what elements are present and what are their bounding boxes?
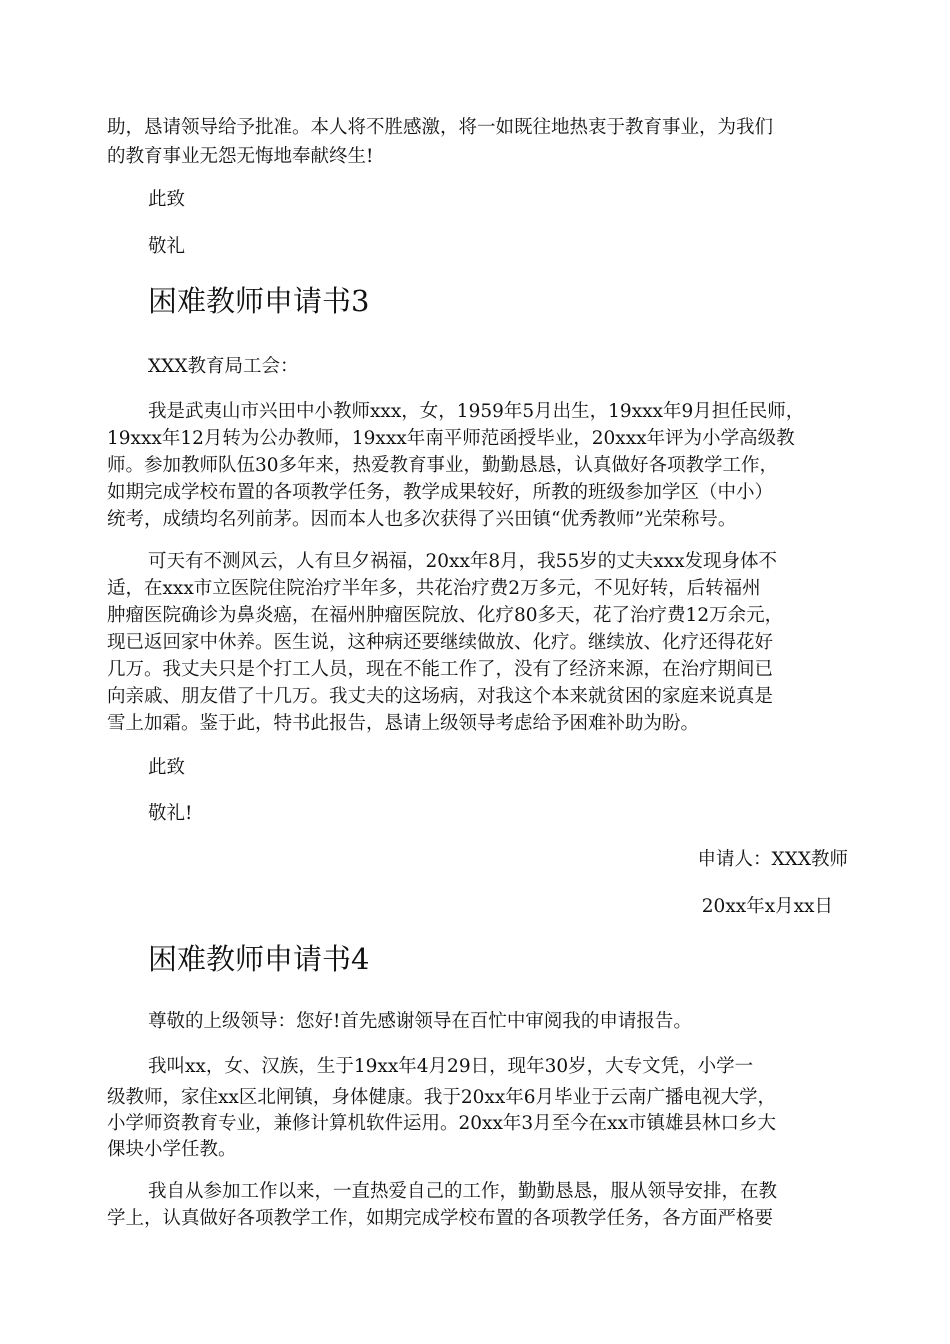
section-4-para1-line: 小学师资教育专业，兼修计算机软件运用。20xx年3月至今在xx市镇雄县林口乡大	[107, 1113, 777, 1134]
section-3-para2-line: 向亲戚、朋友借了十几万。我丈夫的这场病，对我这个本来就贫困的家庭来说真是	[107, 686, 774, 707]
section-3-para1-line: 如期完成学校布置的各项教学任务，教学成果较好，所教的班级参加学区（中小）	[107, 482, 774, 503]
section-3-para2-line: 几万。我丈夫只是个打工人员，现在不能工作了，没有了经济来源，在治疗期间已	[107, 659, 774, 680]
section-3-para1-line: 统考，成绩均名列前茅。因而本人也多次获得了兴田镇“优秀教师”光荣称号。	[107, 509, 737, 530]
section-3-title: 困难教师申请书3	[148, 284, 370, 318]
section-3-date: 20xx年x月xx日	[701, 896, 833, 917]
section-3-applicant: 申请人：XXX教师	[697, 849, 848, 870]
section-3-para2-line: 肿瘤医院确诊为鼻炎癌，在福州肿瘤医院放、化疗80多天，花了治疗费12万余元，	[107, 605, 784, 626]
section-4-para2-line: 我自从参加工作以来，一直热爱自己的工作，勤勤恳恳，服从领导安排，在教	[148, 1181, 778, 1202]
section-4-para1-line: 级教师，家住xx区北闸镇，身体健康。我于20xx年6月毕业于云南广播电视大学，	[107, 1087, 777, 1108]
section-4-para1-line: 我叫xx，女、汉族，生于19xx年4月29日，现年30岁，大专文凭，小学一	[148, 1056, 754, 1077]
section-3-para1-line: 19xxx年12月转为公办教师，19xxx年南平师范函授毕业，20xxx年评为小学高级教	[107, 428, 795, 449]
section-3-para2-line: 适，在xxx市立医院住院治疗半年多，共花治疗费2万多元，不见好转，后转福州	[107, 578, 761, 599]
paragraph-line: 助，恳请领导给予批准。本人将不胜感激，将一如既往地热衷于教育事业，为我们	[107, 117, 774, 138]
section-4-para1-line: 倮块小学任教。	[107, 1139, 237, 1160]
section-3-para1-line: 师。参加教师队伍30多年来，热爱教育事业，勤勤恳恳，认真做好各项教学工作，	[107, 455, 779, 476]
section-4-title: 困难教师申请书4	[148, 942, 370, 976]
closing-jingli: 敬礼	[148, 236, 186, 257]
section-3-salutation: XXX教育局工会：	[148, 356, 299, 377]
section-3-para2-line: 雪上加霜。鉴于此，特书此报告，恳请上级领导考虑给予困难补助为盼。	[107, 713, 700, 734]
section-4-greeting: 尊敬的上级领导：您好!首先感谢领导在百忙中审阅我的申请报告。	[148, 1011, 692, 1032]
section-4-para2-line: 学上，认真做好各项教学工作，如期完成学校布置的各项教学任务，各方面严格要	[107, 1208, 774, 1229]
section-3-jingli: 敬礼!	[148, 803, 193, 824]
section-3-para1-line: 我是武夷山市兴田中小教师xxx，女，1959年5月出生，19xxx年9月担任民师，	[148, 401, 805, 422]
paragraph-line: 的教育事业无怨无悔地奉献终生!	[107, 146, 374, 167]
section-3-cizhi: 此致	[148, 757, 186, 778]
section-3-para2-line: 可天有不测风云，人有旦夕祸福，20xx年8月，我55岁的丈夫xxx发现身体不	[148, 551, 778, 572]
section-3-para2-line: 现已返回家中休养。医生说，这种病还要继续做放、化疗。继续放、化疗还得花好	[107, 632, 774, 653]
closing-cizhi: 此致	[148, 189, 186, 210]
